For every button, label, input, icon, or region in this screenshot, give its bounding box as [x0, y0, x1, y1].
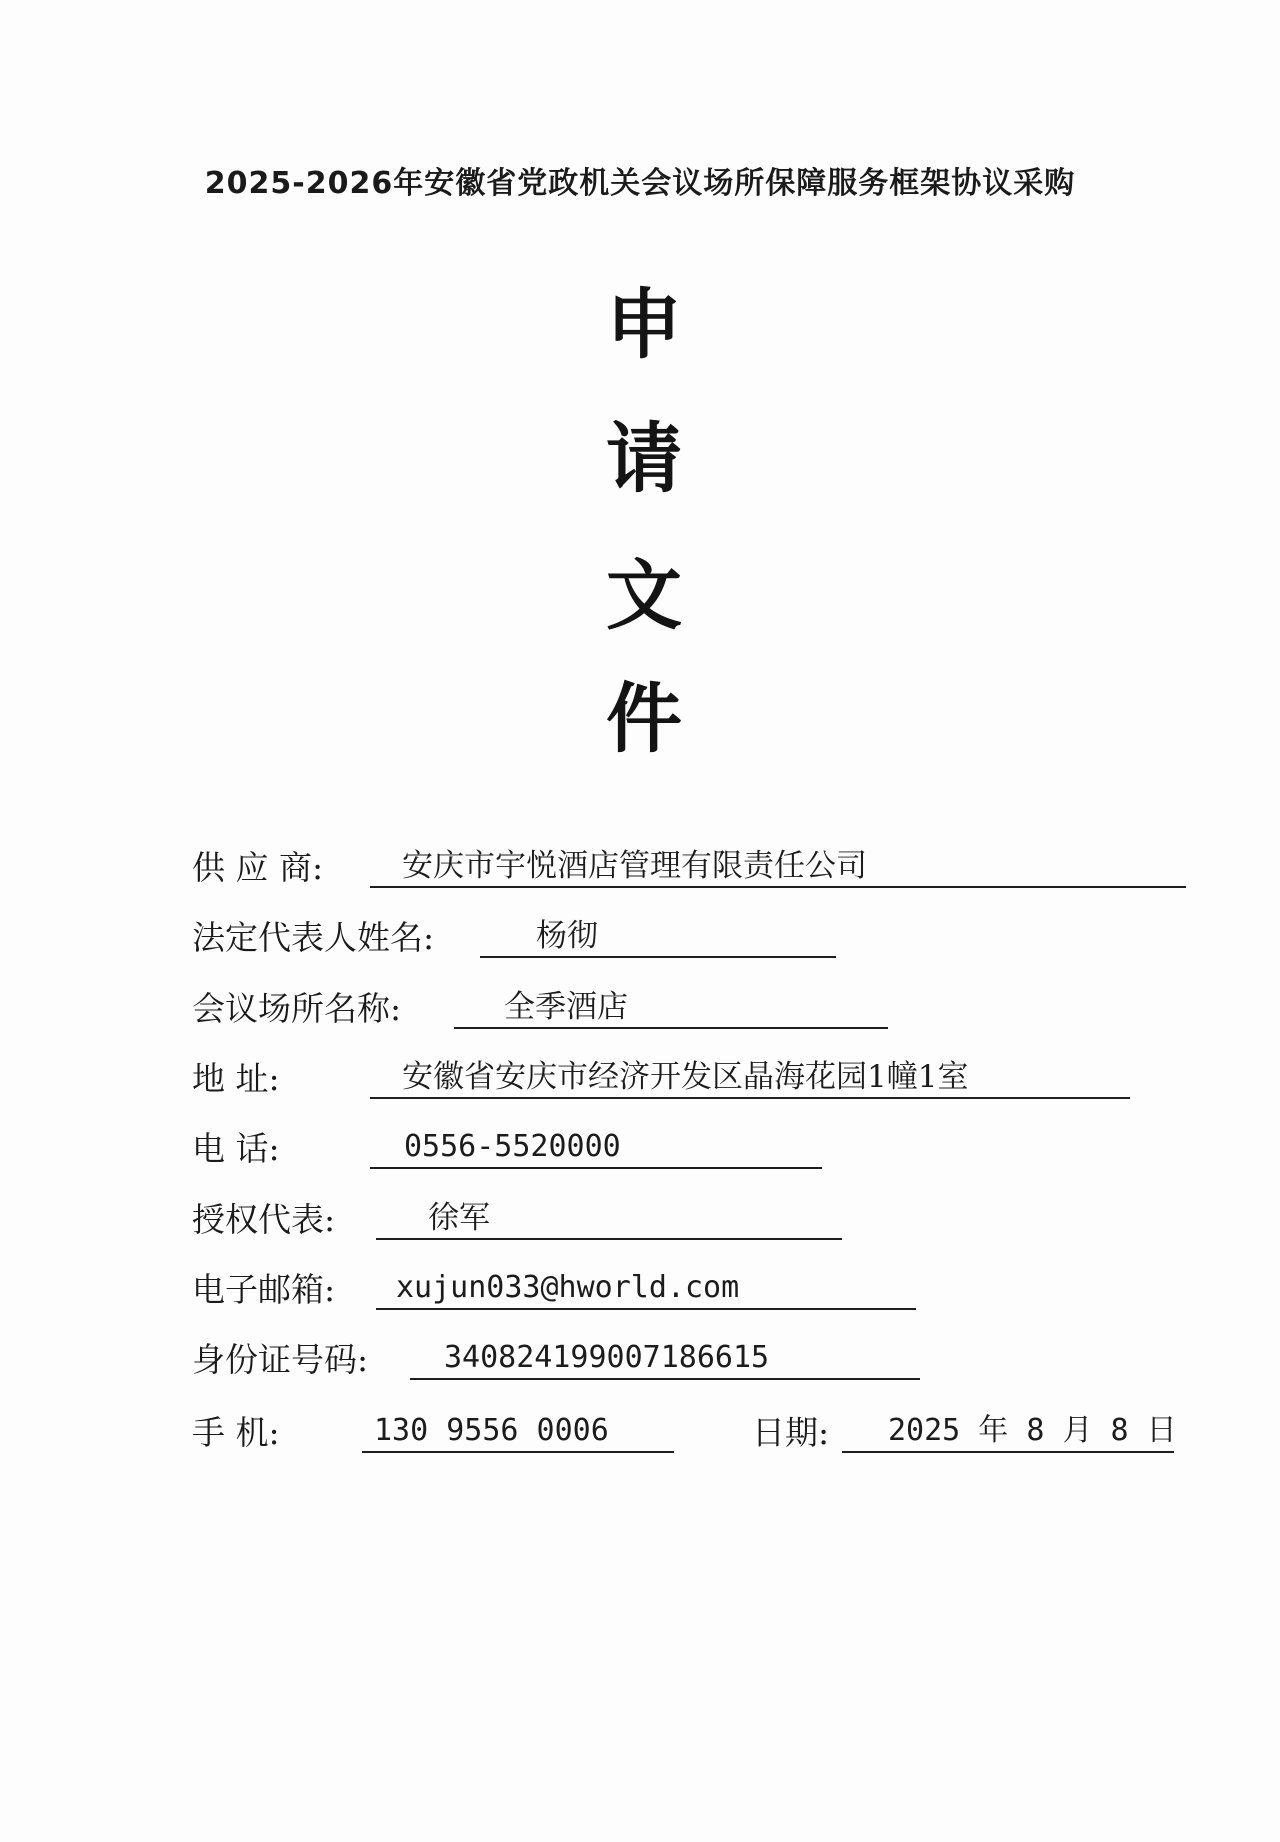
title-char-1: 申 — [606, 280, 682, 369]
phone-field — [370, 1127, 822, 1169]
title-char-4: 件 — [606, 674, 682, 763]
id-number-label: 身份证号码: — [192, 1340, 369, 1379]
legal-rep-field — [480, 916, 836, 958]
title-char-3: 文 — [606, 551, 682, 640]
legal-rep-label: 法定代表人姓名: — [192, 918, 435, 957]
date-value: 2025 年 8 月 8 日 — [888, 1413, 1177, 1448]
phone-label: 电 话: — [192, 1129, 280, 1168]
address-label: 地 址: — [192, 1059, 280, 1098]
phone-value: 0556-5520000 — [404, 1129, 621, 1164]
address-value: 安徽省安庆市经济开发区晶海花园1幢1室 — [402, 1059, 969, 1095]
supplier-value: 安庆市宇悦酒店管理有限责任公司 — [402, 848, 867, 884]
supplier-field — [370, 846, 1186, 888]
venue-name-value: 全季酒店 — [504, 989, 628, 1025]
email-field — [376, 1268, 916, 1310]
mobile-label: 手 机: — [192, 1413, 280, 1452]
supplier-label: 供 应 商: — [192, 848, 324, 887]
id-number-value: 340824199007186615 — [444, 1340, 770, 1375]
date-field — [842, 1411, 1177, 1453]
legal-rep-value: 杨彻 — [536, 918, 598, 954]
authorized-rep-value: 徐军 — [428, 1200, 490, 1236]
document-header: 2025-2026年安徽省党政机关会议场所保障服务框架协议采购 — [204, 166, 1076, 201]
venue-name-field — [454, 987, 888, 1029]
email-label: 电子邮箱: — [192, 1270, 336, 1309]
mobile-field — [362, 1411, 674, 1453]
authorized-rep-field — [376, 1198, 842, 1240]
authorized-rep-label: 授权代表: — [192, 1200, 336, 1239]
email-value: xujun033@hworld.com — [396, 1270, 740, 1305]
address-field — [370, 1057, 1130, 1099]
date-label: 日期: — [752, 1413, 830, 1452]
venue-name-label: 会议场所名称: — [192, 989, 402, 1028]
mobile-value: 130 9556 0006 — [374, 1413, 609, 1448]
id-number-field — [410, 1338, 920, 1380]
title-char-2: 请 — [606, 414, 682, 503]
